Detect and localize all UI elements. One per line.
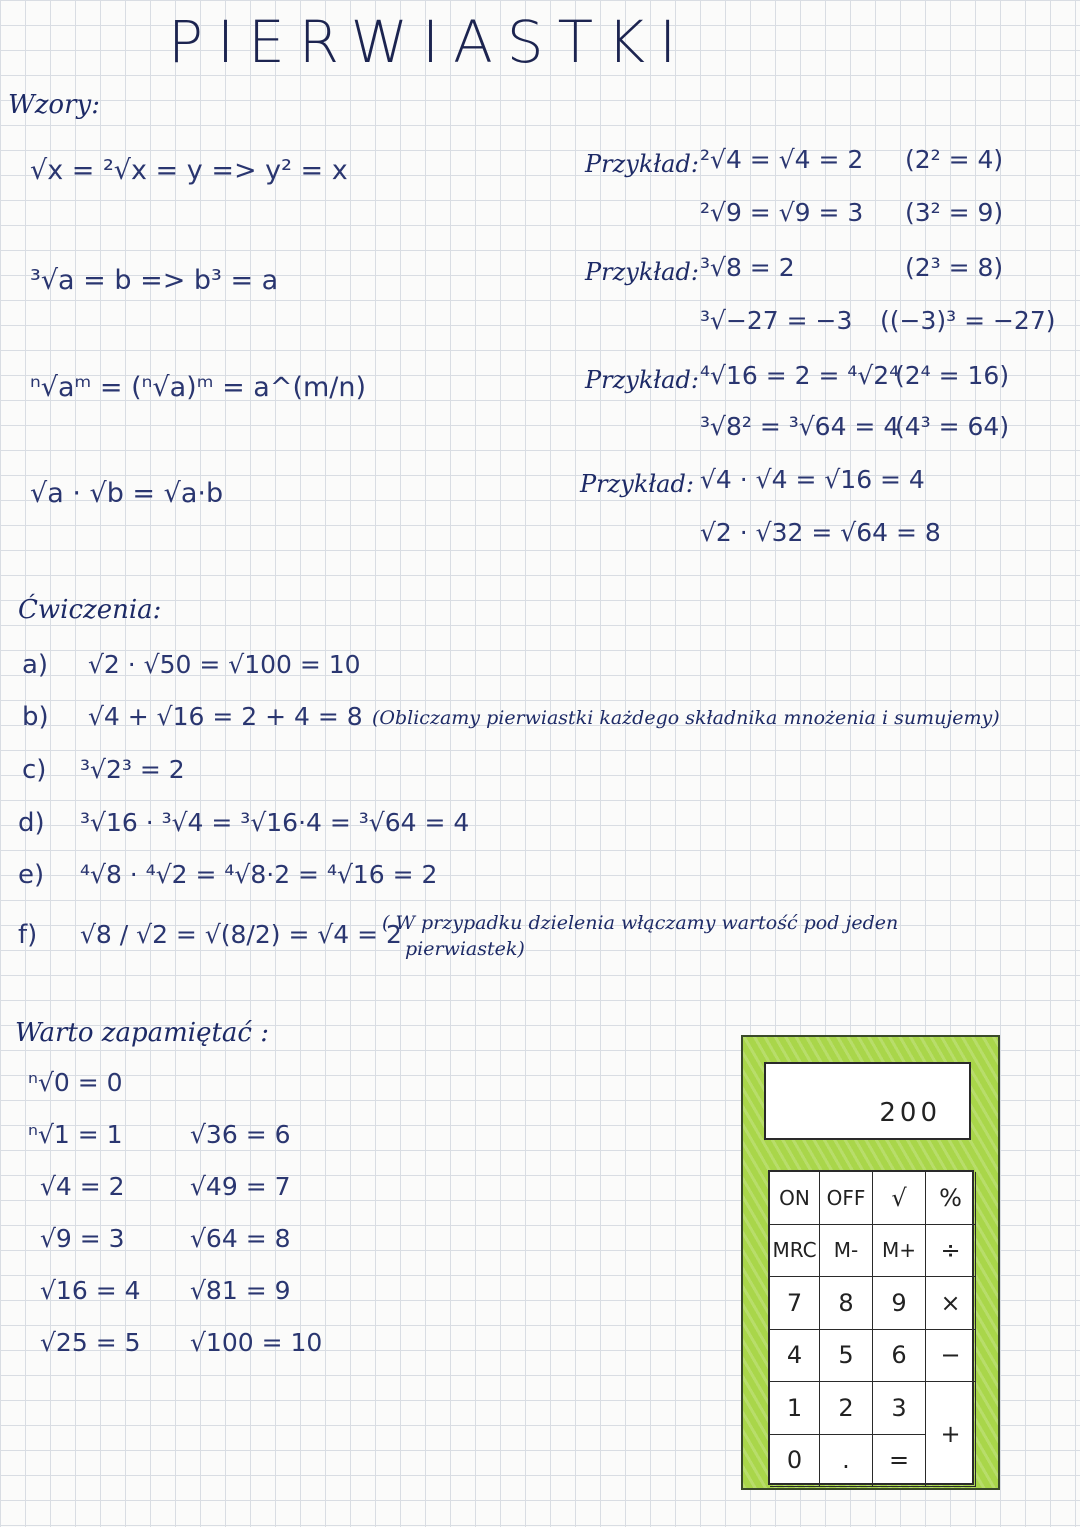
memo-left-5: √16 = 4 [40, 1276, 141, 1305]
memo-heading: Warto zapamiętać : [15, 1018, 269, 1048]
key-1: 1 [770, 1382, 820, 1435]
key-7: 7 [770, 1277, 820, 1330]
exercise-f-letter: f) [18, 920, 38, 950]
exercise-b-letter: b) [22, 702, 49, 732]
calculator-display [764, 1062, 971, 1140]
exercises-heading: Ćwiczenia: [18, 595, 162, 625]
memo-right-5: √100 = 10 [190, 1328, 323, 1357]
key-multiply: × [926, 1277, 976, 1330]
example-1-label: Przykład: [585, 150, 699, 178]
memo-right-3: √64 = 8 [190, 1224, 291, 1253]
example-1-check-1: (2² = 4) [905, 145, 1004, 174]
formula-1: √x = ²√x = y => y² = x [30, 155, 348, 186]
calculator-display-value: 200 [879, 1098, 941, 1128]
exercise-f: √8 / √2 = √(8/2) = √4 = 2 [80, 920, 402, 949]
exercise-e: ⁴√8 · ⁴√2 = ⁴√8·2 = ⁴√16 = 2 [80, 860, 438, 889]
example-2-line-1: ³√8 = 2 [700, 253, 795, 282]
memo-left-1: ⁿ√0 = 0 [28, 1068, 123, 1097]
exercise-a: √2 · √50 = √100 = 10 [88, 650, 361, 679]
memo-left-4: √9 = 3 [40, 1224, 125, 1253]
example-2-line-2: ³√−27 = −3 [700, 306, 853, 335]
exercise-e-letter: e) [18, 860, 45, 890]
page-title: PIERWIASTKI [168, 8, 691, 76]
example-3-check-1: (2⁴ = 16) [895, 361, 1010, 390]
key-m-plus: M+ [873, 1225, 926, 1278]
calculator-keypad [768, 1170, 974, 1485]
exercise-c: ³√2³ = 2 [80, 755, 185, 784]
key-6: 6 [873, 1330, 926, 1383]
memo-right-2: √49 = 7 [190, 1172, 291, 1201]
key-4: 4 [770, 1330, 820, 1383]
example-4-line-2: √2 · √32 = √64 = 8 [700, 518, 941, 547]
key-percent: % [926, 1172, 976, 1225]
memo-left-2: ⁿ√1 = 1 [28, 1120, 123, 1149]
memo-left-3: √4 = 2 [40, 1172, 125, 1201]
key-m-minus: M- [820, 1225, 873, 1278]
formula-4: √a · √b = √a·b [30, 478, 224, 509]
key-on: ON [770, 1172, 820, 1225]
key-dot: . [820, 1435, 873, 1488]
example-3-line-2: ³√8² = ³√64 = 4 [700, 412, 900, 441]
example-1-line-2: ²√9 = √9 = 3 [700, 198, 864, 227]
formulas-heading: Wzory: [8, 90, 100, 120]
key-5: 5 [820, 1330, 873, 1383]
example-2-label: Przykład: [585, 258, 699, 286]
key-3: 3 [873, 1382, 926, 1435]
example-3-line-1: ⁴√16 = 2 = ⁴√2⁴ [700, 361, 900, 390]
key-mrc: MRC [770, 1225, 820, 1278]
key-0: 0 [770, 1435, 820, 1488]
key-2: 2 [820, 1382, 873, 1435]
key-minus: − [926, 1330, 976, 1383]
key-equals: = [873, 1435, 926, 1488]
key-8: 8 [820, 1277, 873, 1330]
example-1-check-2: (3² = 9) [905, 198, 1004, 227]
key-plus: + [926, 1382, 976, 1487]
exercise-b: √4 + √16 = 2 + 4 = 8 [88, 702, 363, 731]
memo-right-1: √36 = 6 [190, 1120, 291, 1149]
key-9: 9 [873, 1277, 926, 1330]
memo-right-4: √81 = 9 [190, 1276, 291, 1305]
example-4-label: Przykład: [580, 470, 694, 498]
exercise-c-letter: c) [22, 755, 47, 785]
key-sqrt: √ [873, 1172, 926, 1225]
note-f-line-1: ( W przypadku dzielenia włączamy wartość pod jeden [382, 912, 899, 934]
note-f-line-2: pierwiastek) [405, 938, 525, 960]
exercise-a-letter: a) [22, 650, 49, 680]
formula-2: ³√a = b => b³ = a [30, 265, 279, 296]
calculator-drawing [741, 1035, 1000, 1490]
key-off: OFF [820, 1172, 873, 1225]
example-3-label: Przykład: [585, 366, 699, 394]
formula-3: ⁿ√aᵐ = (ⁿ√a)ᵐ = a^(m/n) [30, 372, 367, 403]
example-2-check-2: ((−3)³ = −27) [880, 306, 1056, 335]
example-3-check-2: (4³ = 64) [895, 412, 1010, 441]
example-4-line-1: √4 · √4 = √16 = 4 [700, 465, 925, 494]
key-divide: ÷ [926, 1225, 976, 1278]
exercise-d-letter: d) [18, 808, 45, 838]
example-1-line-1: ²√4 = √4 = 2 [700, 145, 864, 174]
example-2-check-1: (2³ = 8) [905, 253, 1004, 282]
memo-left-6: √25 = 5 [40, 1328, 141, 1357]
exercise-d: ³√16 · ³√4 = ³√16·4 = ³√64 = 4 [80, 808, 470, 837]
note-b: (Obliczamy pierwiastki każdego składnika mnożenia i sumujemy) [372, 707, 1000, 729]
